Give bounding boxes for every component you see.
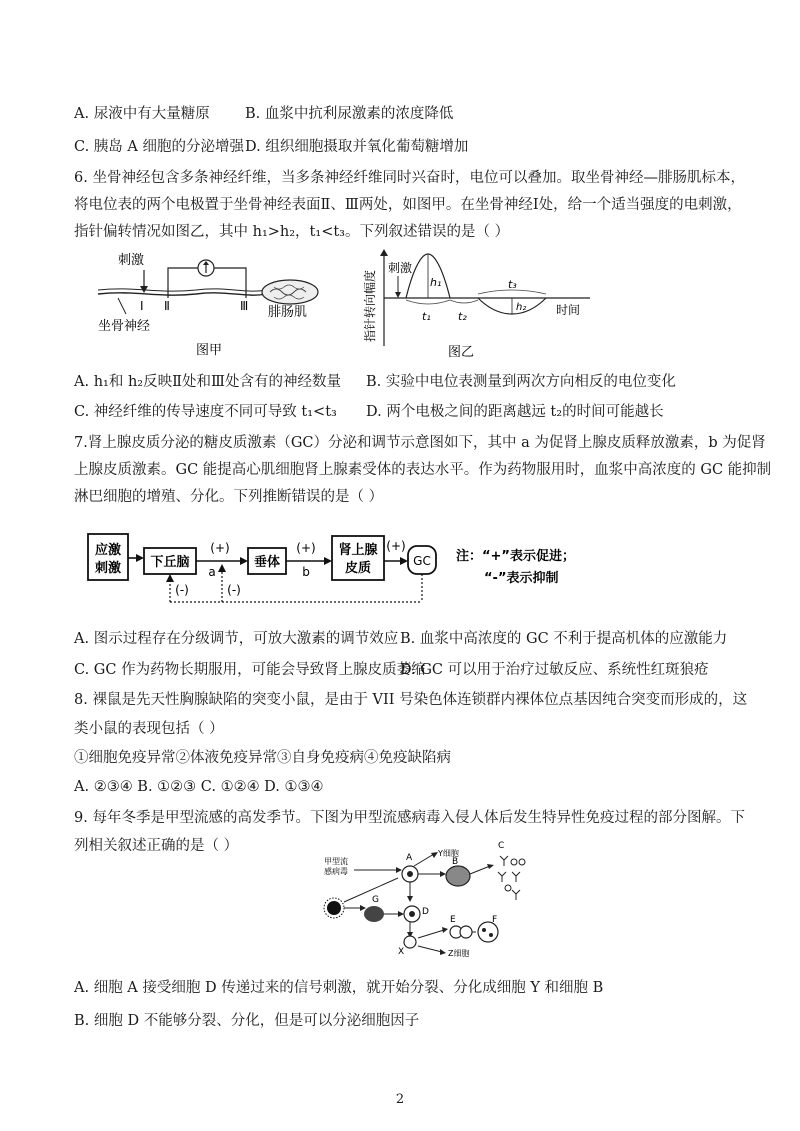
q9-stem-line-2: 列相关叙述正确的是（ ） [74, 838, 239, 854]
q7-option-b: B. 血浆中高浓度的 GC 不利于提高机体的应激能力 [400, 631, 728, 647]
q8-options: A. ②③④ B. ①②③ C. ①②④ D. ①③④ [74, 779, 324, 795]
hormone-a-label: a [208, 565, 216, 579]
q7-option-c: C. GC 作为药物长期服用，可能会导致肾上腺皮质萎缩 [74, 662, 426, 678]
legend-note-1: 注：“+”表示促进； [456, 549, 575, 564]
adrenal-label-1: 肾上腺 [338, 543, 378, 558]
fig-b-stimulus-label: 刺激 [388, 261, 413, 275]
fig-a-site-iii: Ⅲ [240, 299, 249, 313]
cell-f-label: F [492, 915, 498, 925]
q8-stem-line-2: 类小鼠的表现包括（ ） [74, 721, 224, 737]
cell-a-label: A [406, 853, 413, 863]
q8-items: ①细胞免疫异常②体液免疫异常③自身免疫病④免疫缺陷病 [74, 750, 451, 766]
q9-option-a: A. 细胞 A 接受细胞 D 传递过来的信号刺激，就开始分裂、分化成细胞 Y 和细胞 B [74, 980, 604, 996]
q6-stem-line-3: 指针偏转情况如图乙，其中 h₁>h₂，t₁<t₃。下列叙述错误的是（ ） [74, 224, 510, 240]
q7-stem-line-2: 上腺皮质激素。GC 能提高心肌细胞肾上腺素受体的表达水平。作为药物服用时，血浆中高浓度的 GC 能抑制 [74, 462, 772, 478]
fig-b-caption: 图乙 [448, 345, 475, 360]
cell-g-icon [364, 906, 384, 922]
stress-label-2: 刺激 [94, 561, 122, 576]
q5-option-b: B. 血浆中抗利尿激素的浓度降低 [245, 106, 454, 122]
q5-option-d: D. 组织细胞摄取并氧化葡萄糖增加 [245, 139, 469, 155]
cell-b-label: B [452, 857, 459, 867]
sciatic-nerve [98, 293, 266, 295]
q9-stem-line-1: 9. 每年冬季是甲型流感的高发季节。下图为甲型流感病毒入侵人体后发生特异性免疫过程的部分图解。下 [74, 810, 745, 826]
cell-x-label: X [398, 947, 405, 957]
q7-gc-regulation-diagram [86, 530, 606, 610]
virus-icon [327, 901, 341, 915]
q6-option-a: A. h₁和 h₂反映Ⅱ处和Ⅲ处含有的神经数量 [74, 374, 341, 390]
minus-hypothalamus: (-) [175, 583, 189, 597]
cell-e-label: E [450, 915, 456, 925]
page-number: 2 [395, 1092, 405, 1107]
plus-b: (+) [296, 541, 316, 555]
q9-immune-diagram [314, 838, 554, 966]
legend-note-2: “-”表示抑制 [484, 571, 559, 586]
q5-option-c: C. 胰岛 A 细胞的分泌增强 [74, 139, 244, 155]
fig-a-site-i: Ⅰ [140, 299, 144, 313]
q5-option-a: A. 尿液中有大量糖原 [74, 106, 210, 122]
fig-b-h1: h₁ [430, 276, 442, 289]
adrenal-label-2: 皮质 [344, 561, 372, 576]
hypothalamus-label: 下丘脑 [150, 555, 190, 570]
fig-b-t3: t₃ [508, 278, 517, 291]
q7-stem-line-1: 7.肾上腺皮质分泌的糖皮质激素（GC）分泌和调节示意图如下，其中 a 为促肾上腺皮质释放激素，b 为促肾 [74, 435, 766, 451]
y-cell-label: Y细胞 [438, 849, 459, 858]
stress-label-1: 应激 [94, 543, 122, 558]
cell-c-label: C [498, 841, 505, 851]
fig-a-stimulus-label: 刺激 [118, 253, 145, 268]
fig-b-h2: h₂ [516, 302, 527, 313]
fig-b-y-axis-label: 指针转向幅度 [363, 269, 377, 342]
cell-f-icon [478, 922, 498, 942]
minus-a: (-) [227, 583, 241, 597]
q6-figure-b [350, 246, 610, 364]
q9-option-b: B. 细胞 D 不能够分裂、分化，但是可以分泌细胞因子 [74, 1013, 420, 1029]
antibody-icons [498, 856, 525, 900]
z-cell-label: Z细胞 [448, 949, 470, 958]
cell-g-label: G [372, 895, 379, 905]
cell-x-icon [404, 936, 416, 948]
q8-stem-line-1: 8. 裸鼠是先天性胸腺缺陷的突变小鼠，是由于 VII 号染色体连锁群内裸体位点基因纯合突变而形成的，这 [74, 692, 748, 708]
plus-a: (+) [210, 541, 230, 555]
fig-a-caption: 图甲 [196, 343, 223, 358]
gc-label: GC [413, 554, 431, 568]
cell-b-icon [446, 866, 470, 886]
q7-option-a: A. 图示过程存在分级调节，可放大激素的调节效应 [74, 631, 399, 647]
fig-a-muscle-label: 腓肠肌 [268, 305, 308, 320]
virus-label-1: 甲型流 [324, 857, 348, 866]
q7-stem-line-3: 淋巴细胞的增殖、分化。下列推断错误的是（ ） [74, 489, 384, 505]
q6-figure-a [96, 250, 336, 360]
virus-label-2: 感病毒 [324, 867, 348, 876]
fig-b-x-axis-label: 时间 [556, 303, 581, 317]
pituitary-label: 垂体 [253, 555, 281, 570]
fig-a-nerve-label: 坐骨神经 [98, 319, 151, 334]
q6-stem-line-1: 6. 坐骨神经包含多条神经纤维，当多条神经纤维同时兴奋时，电位可以叠加。取坐骨神经—腓肠肌标本， [74, 170, 745, 186]
q6-option-b: B. 实验中电位表测量到两次方向相反的电位变化 [366, 374, 676, 390]
cell-d-label: D [422, 907, 429, 917]
q6-option-d: D. 两个电极之间的距离越远 t₂的时间可能越长 [366, 404, 664, 420]
hormone-b-label: b [302, 565, 310, 579]
fig-a-site-ii: Ⅱ [164, 299, 170, 313]
plus-gc: (+) [386, 539, 406, 553]
q6-option-c: C. 神经纤维的传导速度不同可导致 t₁<t₃ [74, 404, 337, 420]
q7-option-d: D. GC 可以用于治疗过敏反应、系统性红斑狼疮 [400, 662, 709, 678]
fig-b-t1: t₁ [422, 310, 431, 323]
q6-stem-line-2: 将电位表的两个电极置于坐骨神经表面Ⅱ、Ⅲ两处，如图甲。在坐骨神经Ⅰ处，给一个适当强度的电刺激， [74, 197, 742, 213]
fig-b-t2: t₂ [458, 310, 467, 323]
